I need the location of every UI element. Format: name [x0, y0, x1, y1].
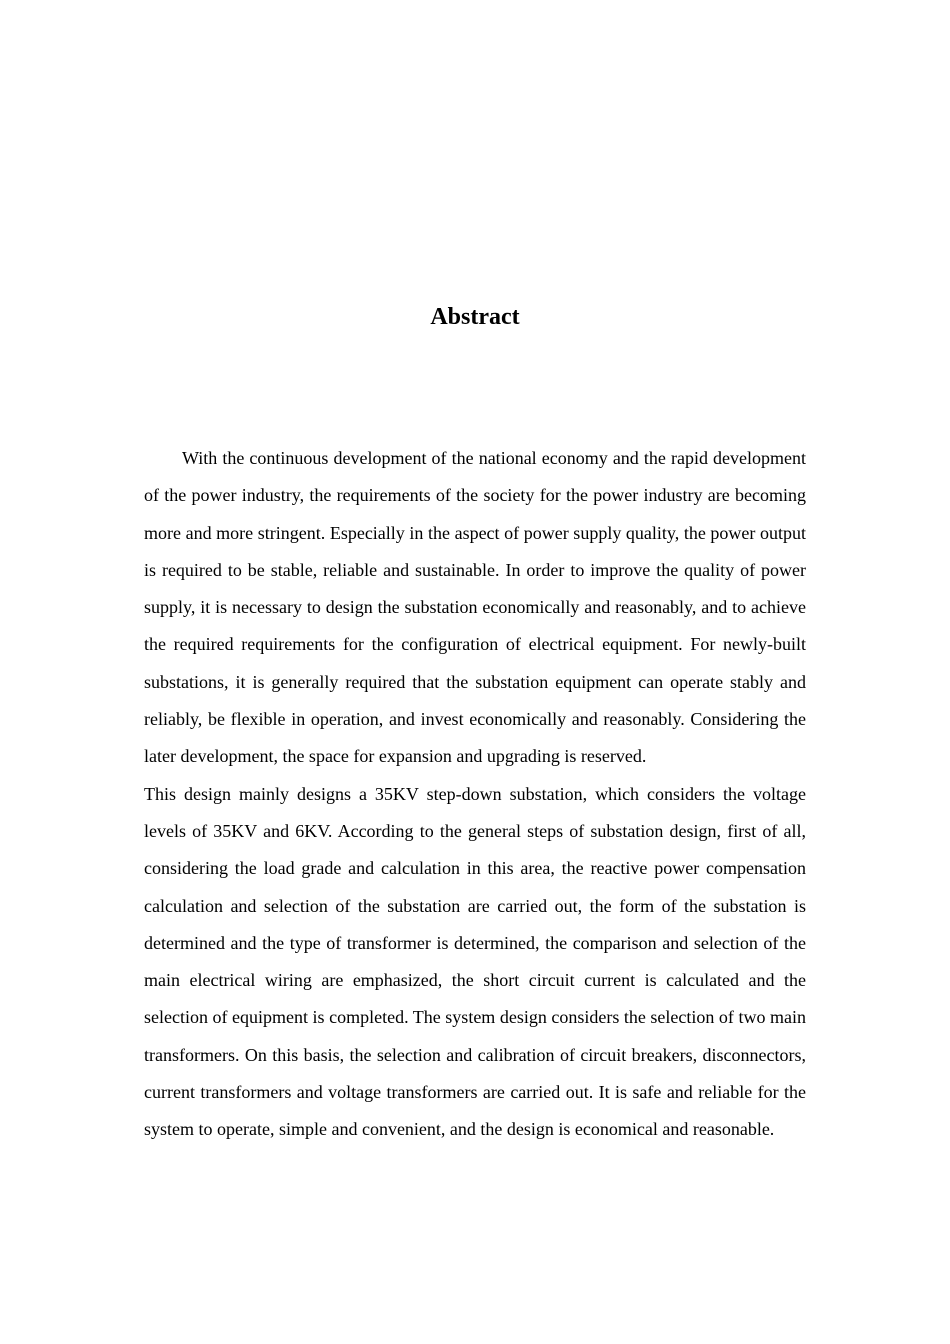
abstract-paragraph-2: This design mainly designs a 35KV step-down substation, which considers the voltage levels of 35KV and 6KV. According to the general steps of substation design, first of all, considering the load grade and calculation in this area, the reactive power compensation calculation and selection of the substation are carried out, the form of the substation is determined and the type of transformer is determined, the comparison and selection of the main electrical wiring are emphasized, the short circuit current is calculated and the selection of equipment is completed. The system design considers the selection of two main transformers. On this basis, the selection and calibration of circuit breakers, disconnectors, current transformers and voltage transformers are carried out. It is safe and reliable for the system to operate, simple and convenient, and the design is economical and reasonable.: [144, 783, 806, 1140]
page-title: Abstract: [430, 304, 520, 330]
abstract-paragraph-1: With the continuous development of the national economy and the rapid development of the power industry, the requirements of the society for the power industry are becoming more and more stringent. Especially in the aspect of power supply quality, the power output is required to be stable, reliable and sustainable. In order to improve the quality of power supply, it is necessary to design the substation economically and reasonably, and to achieve the required requirements for the configuration of electrical equipment. For newly-built substations, it is generally required that the substation equipment can operate stably and reliably, be flexible in operation, and invest economically and reasonably. Considering the later development, the space for expansion and upgrading is reserved.: [144, 448, 806, 767]
abstract-body: [144, 440, 806, 1149]
